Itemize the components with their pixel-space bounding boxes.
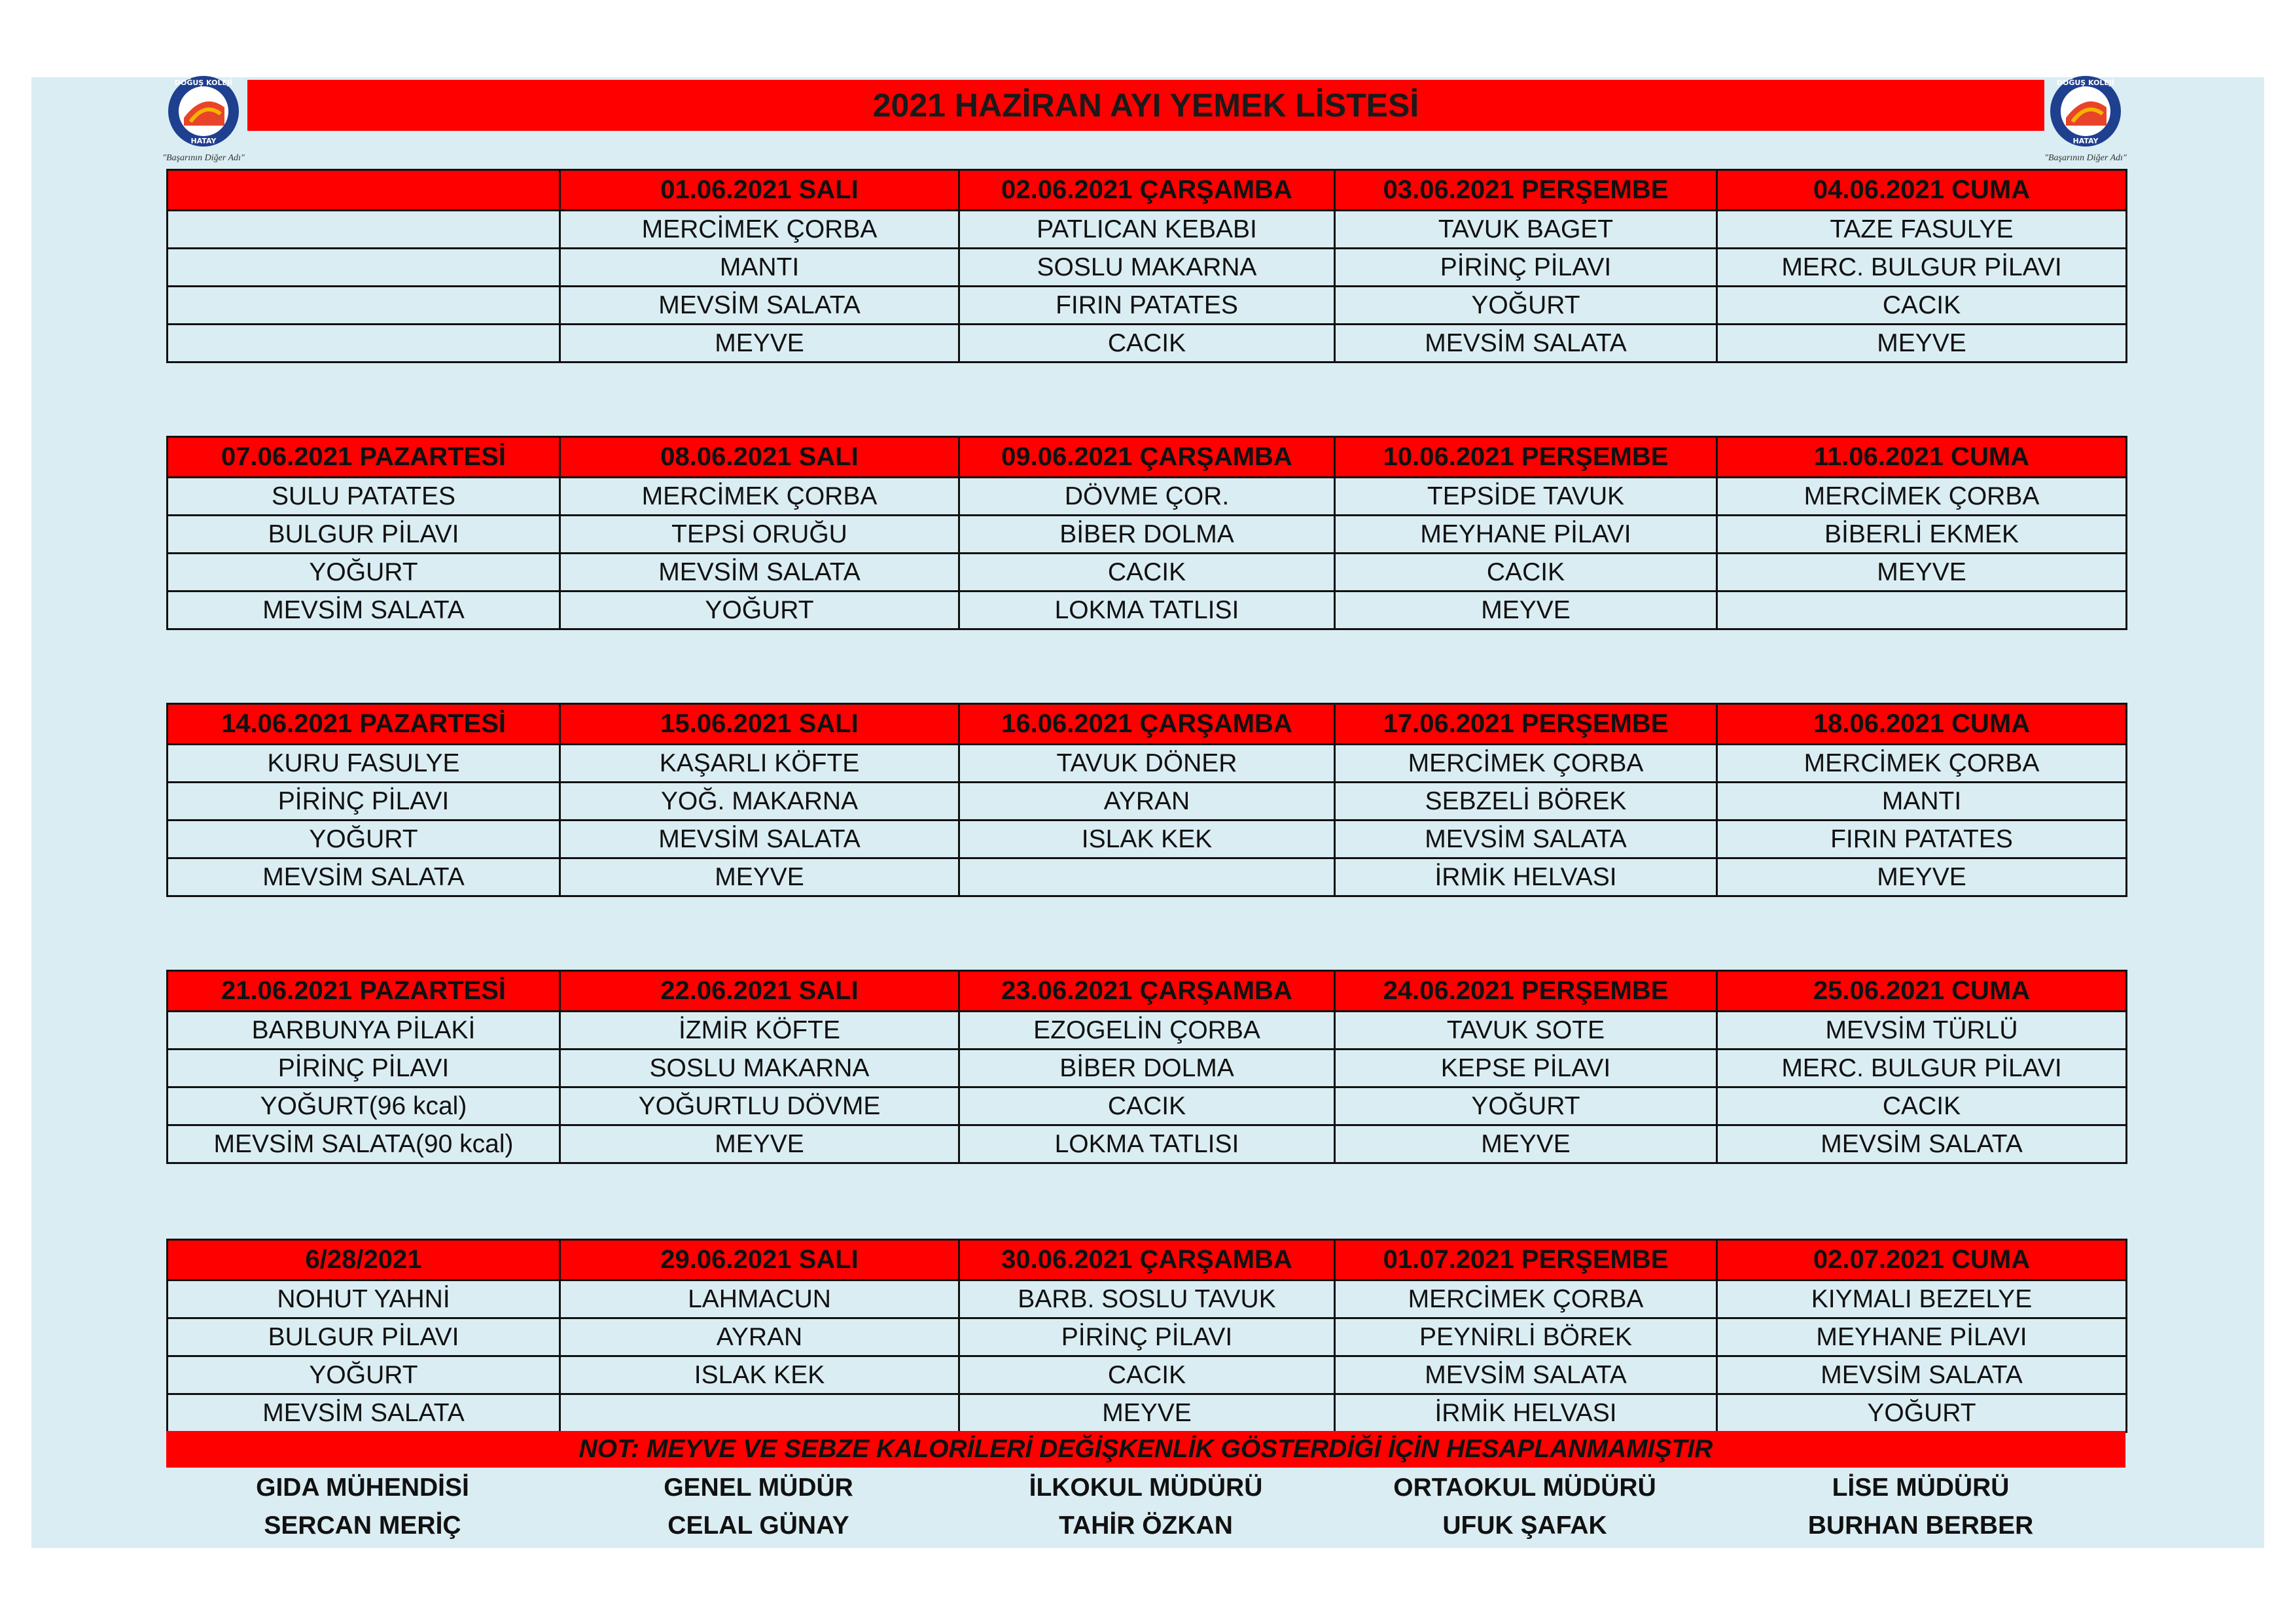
- meal-cell: MANTI: [560, 249, 959, 287]
- meal-cell: MEYVE: [560, 1125, 959, 1163]
- day-header: 6/28/2021: [168, 1240, 560, 1280]
- day-header: 02.06.2021 ÇARŞAMBA: [959, 170, 1335, 211]
- table-row: [168, 1318, 2127, 1356]
- meal-cell: YOĞURT: [168, 821, 560, 858]
- meal-cell: MERCİMEK ÇORBA: [560, 211, 959, 249]
- school-seal-icon: [2046, 73, 2125, 150]
- meal-cell: CACIK: [1717, 1087, 2127, 1125]
- day-header: 23.06.2021 ÇARŞAMBA: [959, 971, 1335, 1012]
- meal-cell: MEVSİM SALATA: [168, 591, 560, 629]
- day-header: 25.06.2021 CUMA: [1717, 971, 2127, 1012]
- meal-cell: TAZE FASULYE: [1717, 211, 2127, 249]
- calorie-note: NOT: MEYVE VE SEBZE KALORİLERİ DEĞİŞKENLİK GÖSTERDİĞİ İÇİN HESAPLANMAMIŞTIR: [578, 1435, 1713, 1463]
- signature-titles-row: [166, 1474, 2125, 1502]
- meal-cell: MEYVE: [1717, 325, 2127, 362]
- meal-cell: PATLICAN KEBABI: [959, 211, 1335, 249]
- signature-name: UFUK ŞAFAK: [1442, 1511, 1607, 1540]
- day-header: 01.06.2021 SALI: [560, 170, 959, 211]
- signature-title: ORTAOKUL MÜDÜRÜ: [1393, 1474, 1656, 1502]
- meal-cell: TAVUK SOTE: [1335, 1012, 1717, 1050]
- svg-text:DOĞUŞ KOLEJİ: DOĞUŞ KOLEJİ: [2056, 79, 2115, 87]
- meal-cell: MEYHANE PİLAVI: [1335, 516, 1717, 554]
- meal-cell: MEVSİM TÜRLÜ: [1717, 1012, 2127, 1050]
- signature-title: LİSE MÜDÜRÜ: [1832, 1474, 2010, 1502]
- meal-cell: MEVSİM SALATA: [560, 554, 959, 591]
- week-2-table: [166, 436, 2127, 630]
- meal-cell: MEYVE: [1717, 554, 2127, 591]
- meal-cell: [959, 858, 1335, 896]
- meal-cell: CACIK: [1717, 287, 2127, 325]
- logo-motto: "Başarının Diğer Adı": [162, 153, 245, 163]
- week-1-header-row: [168, 170, 2127, 211]
- calorie-note-bar: [166, 1431, 2125, 1468]
- meal-cell: CACIK: [1335, 554, 1717, 591]
- day-header: 11.06.2021 CUMA: [1717, 437, 2127, 478]
- page-title: 2021 HAZİRAN AYI YEMEK LİSTESİ: [872, 87, 1419, 124]
- day-header: 21.06.2021 PAZARTESİ: [168, 971, 560, 1012]
- day-header: 01.07.2021 PERŞEMBE: [1335, 1240, 1717, 1280]
- meal-cell: MEYVE: [1717, 858, 2127, 896]
- meal-cell: MEVSİM SALATA: [168, 1394, 560, 1432]
- meal-cell: MEVSİM SALATA(90 kcal): [168, 1125, 560, 1163]
- day-header: 29.06.2021 SALI: [560, 1240, 959, 1280]
- meal-cell: YOĞURTLU DÖVME: [560, 1087, 959, 1125]
- day-header: 04.06.2021 CUMA: [1717, 170, 2127, 211]
- meal-cell: TEPSİDE TAVUK: [1335, 478, 1717, 516]
- meal-cell: ISLAK KEK: [560, 1356, 959, 1394]
- day-header: [168, 170, 560, 211]
- signature-name: CELAL GÜNAY: [667, 1511, 849, 1540]
- day-header: 02.07.2021 CUMA: [1717, 1240, 2127, 1280]
- table-row: [168, 821, 2127, 858]
- title-bar: [247, 80, 2044, 131]
- table-row: [168, 554, 2127, 591]
- meal-cell: YOĞURT: [560, 591, 959, 629]
- meal-cell: LOKMA TATLISI: [959, 1125, 1335, 1163]
- table-row: [168, 1012, 2127, 1050]
- meal-cell: CACIK: [959, 1087, 1335, 1125]
- meal-cell: İZMİR KÖFTE: [560, 1012, 959, 1050]
- meal-cell: PİRİNÇ PİLAVI: [959, 1318, 1335, 1356]
- meal-cell: MEVSİM SALATA: [1335, 1356, 1717, 1394]
- week-1-table: [166, 169, 2127, 363]
- table-row: [168, 325, 2127, 362]
- table-row: [168, 858, 2127, 896]
- day-header: 30.06.2021 ÇARŞAMBA: [959, 1240, 1335, 1280]
- day-header: 15.06.2021 SALI: [560, 704, 959, 745]
- meal-cell: BİBER DOLMA: [959, 1050, 1335, 1087]
- table-row: [168, 1087, 2127, 1125]
- week-5-table: [166, 1239, 2127, 1433]
- week-3-header-row: [168, 704, 2127, 745]
- table-row: [168, 287, 2127, 325]
- meal-cell: BULGUR PİLAVI: [168, 516, 560, 554]
- meal-cell: PİRİNÇ PİLAVI: [168, 783, 560, 821]
- signature-title: GIDA MÜHENDİSİ: [256, 1474, 469, 1502]
- day-header: 17.06.2021 PERŞEMBE: [1335, 704, 1717, 745]
- table-row: [168, 516, 2127, 554]
- meal-cell: MEYVE: [1335, 1125, 1717, 1163]
- meal-cell: KAŞARLI KÖFTE: [560, 745, 959, 783]
- table-row: [168, 478, 2127, 516]
- week-3-table: [166, 703, 2127, 897]
- meal-cell: SOSLU MAKARNA: [560, 1050, 959, 1087]
- meal-cell: MEVSİM SALATA: [1335, 325, 1717, 362]
- week-5-header-row: [168, 1240, 2127, 1280]
- meal-cell: YOĞURT: [168, 1356, 560, 1394]
- meal-cell: PİRİNÇ PİLAVI: [1335, 249, 1717, 287]
- meal-cell: MEYVE: [560, 858, 959, 896]
- meal-cell: TAVUK BAGET: [1335, 211, 1717, 249]
- meal-cell: MERCİMEK ÇORBA: [1335, 1280, 1717, 1318]
- meal-cell: MEYVE: [560, 325, 959, 362]
- day-header: 18.06.2021 CUMA: [1717, 704, 2127, 745]
- meal-cell: PİRİNÇ PİLAVI: [168, 1050, 560, 1087]
- meal-cell: TEPSİ ORUĞU: [560, 516, 959, 554]
- meal-cell: SEBZELİ BÖREK: [1335, 783, 1717, 821]
- meal-cell: KEPSE PİLAVI: [1335, 1050, 1717, 1087]
- meal-cell: CACIK: [959, 1356, 1335, 1394]
- school-seal-icon: [164, 73, 243, 150]
- meal-cell: BARB. SOSLU TAVUK: [959, 1280, 1335, 1318]
- day-header: 09.06.2021 ÇARŞAMBA: [959, 437, 1335, 478]
- signature-title: İLKOKUL MÜDÜRÜ: [1029, 1474, 1263, 1502]
- signature-name: SERCAN MERİÇ: [264, 1511, 461, 1540]
- meal-cell: YOĞURT: [1335, 1087, 1717, 1125]
- table-row: [168, 1356, 2127, 1394]
- svg-text:DOĞUŞ KOLEJİ: DOĞUŞ KOLEJİ: [174, 79, 233, 87]
- meal-cell: AYRAN: [560, 1318, 959, 1356]
- meal-cell: CACIK: [959, 554, 1335, 591]
- meal-cell: BULGUR PİLAVI: [168, 1318, 560, 1356]
- meal-cell: [560, 1394, 959, 1432]
- week-4-table: [166, 970, 2127, 1164]
- meal-cell: MEVSİM SALATA: [1717, 1356, 2127, 1394]
- meal-cell: YOĞURT: [168, 554, 560, 591]
- week-2-header-row: [168, 437, 2127, 478]
- meal-cell: LOKMA TATLISI: [959, 591, 1335, 629]
- day-header: 03.06.2021 PERŞEMBE: [1335, 170, 1717, 211]
- meal-cell: AYRAN: [959, 783, 1335, 821]
- table-row: [168, 745, 2127, 783]
- meal-cell: DÖVME ÇOR.: [959, 478, 1335, 516]
- meal-cell: MEVSİM SALATA: [168, 858, 560, 896]
- day-header: 10.06.2021 PERŞEMBE: [1335, 437, 1717, 478]
- meal-cell: [168, 325, 560, 362]
- meal-cell: [168, 249, 560, 287]
- table-row: [168, 249, 2127, 287]
- meal-cell: LAHMACUN: [560, 1280, 959, 1318]
- meal-cell: BARBUNYA PİLAKİ: [168, 1012, 560, 1050]
- svg-text:HATAY: HATAY: [190, 137, 217, 145]
- meal-cell: MERC. BULGUR PİLAVI: [1717, 249, 2127, 287]
- table-row: [168, 591, 2127, 629]
- meal-cell: KIYMALI BEZELYE: [1717, 1280, 2127, 1318]
- day-header: 14.06.2021 PAZARTESİ: [168, 704, 560, 745]
- meal-cell: MEVSİM SALATA: [560, 287, 959, 325]
- meal-cell: MERC. BULGUR PİLAVI: [1717, 1050, 2127, 1087]
- meal-cell: MEVSİM SALATA: [1717, 1125, 2127, 1163]
- signature-name: TAHİR ÖZKAN: [1059, 1511, 1233, 1540]
- svg-text:HATAY: HATAY: [2072, 137, 2099, 145]
- meal-cell: MERCİMEK ÇORBA: [1717, 745, 2127, 783]
- meal-cell: MEYHANE PİLAVI: [1717, 1318, 2127, 1356]
- meal-cell: MERCİMEK ÇORBA: [1717, 478, 2127, 516]
- table-row: [168, 1050, 2127, 1087]
- meal-cell: [168, 211, 560, 249]
- meal-cell: YOĞURT(96 kcal): [168, 1087, 560, 1125]
- day-header: 16.06.2021 ÇARŞAMBA: [959, 704, 1335, 745]
- meal-cell: MANTI: [1717, 783, 2127, 821]
- meal-cell: [1717, 591, 2127, 629]
- meal-cell: İRMİK HELVASI: [1335, 1394, 1717, 1432]
- meal-cell: SULU PATATES: [168, 478, 560, 516]
- signature-title: GENEL MÜDÜR: [664, 1474, 853, 1502]
- table-row: [168, 1280, 2127, 1318]
- day-header: 22.06.2021 SALI: [560, 971, 959, 1012]
- meal-cell: [168, 287, 560, 325]
- table-row: [168, 211, 2127, 249]
- meal-cell: MEYVE: [1335, 591, 1717, 629]
- signature-name: BURHAN BERBER: [1807, 1511, 2034, 1540]
- meal-cell: BİBERLİ EKMEK: [1717, 516, 2127, 554]
- meal-cell: SOSLU MAKARNA: [959, 249, 1335, 287]
- meal-cell: NOHUT YAHNİ: [168, 1280, 560, 1318]
- meal-cell: MEYVE: [959, 1394, 1335, 1432]
- meal-cell: PEYNİRLİ BÖREK: [1335, 1318, 1717, 1356]
- day-header: 24.06.2021 PERŞEMBE: [1335, 971, 1717, 1012]
- day-header: 08.06.2021 SALI: [560, 437, 959, 478]
- meal-cell: MEVSİM SALATA: [560, 821, 959, 858]
- meal-cell: FIRIN PATATES: [1717, 821, 2127, 858]
- meal-cell: YOĞURT: [1335, 287, 1717, 325]
- meal-cell: MERCİMEK ÇORBA: [1335, 745, 1717, 783]
- week-4-header-row: [168, 971, 2127, 1012]
- day-header: 07.06.2021 PAZARTESİ: [168, 437, 560, 478]
- meal-cell: CACIK: [959, 325, 1335, 362]
- meal-cell: KURU FASULYE: [168, 745, 560, 783]
- school-logo-right: [2043, 73, 2128, 165]
- meal-cell: TAVUK DÖNER: [959, 745, 1335, 783]
- table-row: [168, 1125, 2127, 1163]
- meal-cell: FIRIN PATATES: [959, 287, 1335, 325]
- table-row: [168, 1394, 2127, 1432]
- meal-cell: BİBER DOLMA: [959, 516, 1335, 554]
- signature-names-row: [166, 1511, 2125, 1540]
- meal-cell: İRMİK HELVASI: [1335, 858, 1717, 896]
- logo-motto: "Başarının Diğer Adı": [2044, 153, 2127, 163]
- meal-cell: ISLAK KEK: [959, 821, 1335, 858]
- meal-cell: EZOGELİN ÇORBA: [959, 1012, 1335, 1050]
- table-row: [168, 783, 2127, 821]
- meal-cell: YOĞURT: [1717, 1394, 2127, 1432]
- meal-cell: MERCİMEK ÇORBA: [560, 478, 959, 516]
- meal-cell: MEVSİM SALATA: [1335, 821, 1717, 858]
- meal-cell: YOĞ. MAKARNA: [560, 783, 959, 821]
- school-logo-left: [161, 73, 246, 165]
